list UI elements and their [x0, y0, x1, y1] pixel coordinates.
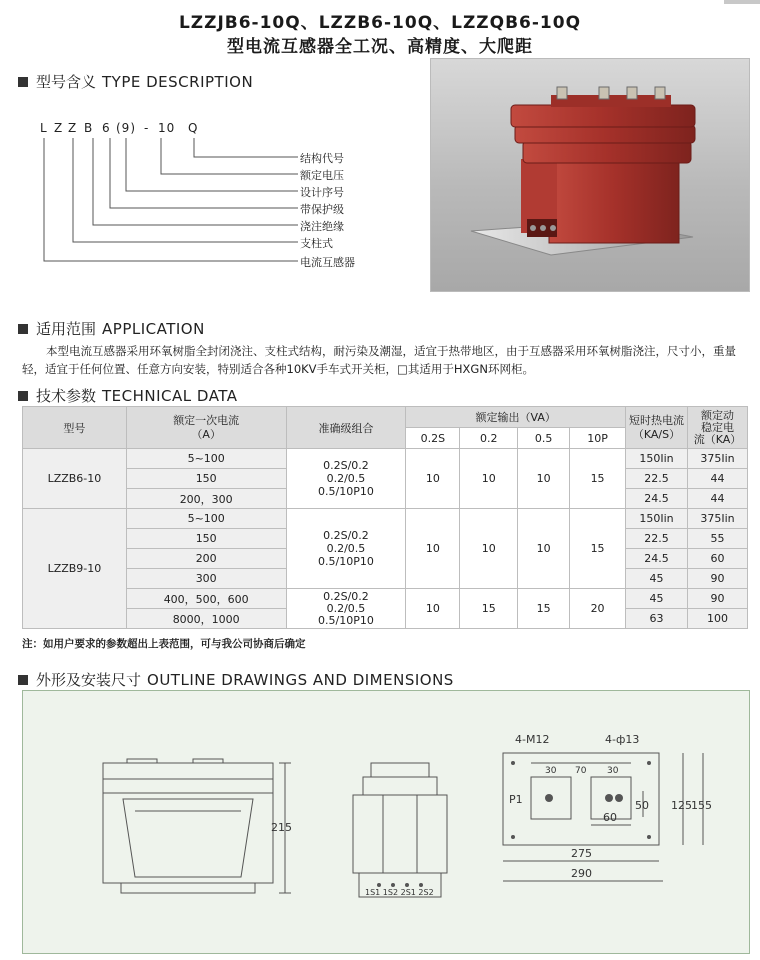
- outline-drawing-panel: [22, 690, 750, 954]
- cell-current: 8000，1000: [126, 609, 286, 629]
- cell-dynamic: 375Iin: [687, 449, 747, 469]
- top-corner-bar: [724, 0, 760, 4]
- cell-output: 15: [570, 449, 626, 509]
- cell-thermal: 24.5: [626, 549, 688, 569]
- cell-current: 200: [126, 549, 286, 569]
- cell-thermal: 150Iin: [626, 449, 688, 469]
- cell-dynamic: 90: [687, 589, 747, 609]
- cell-thermal: 22.5: [626, 469, 688, 489]
- cell-thermal: 45: [626, 589, 688, 609]
- cell-thermal: 45: [626, 569, 688, 589]
- header-output-col: 0.2S: [406, 428, 460, 449]
- product-photo: [430, 58, 750, 292]
- section-title-en: TYPE DESCRIPTION: [102, 72, 254, 91]
- section-title-en: APPLICATION: [102, 319, 205, 338]
- cell-current: 150: [126, 529, 286, 549]
- section-square-icon: [18, 77, 28, 87]
- cell-dynamic: 100: [687, 609, 747, 629]
- table-row: [23, 449, 748, 469]
- technical-data-table: [22, 406, 748, 629]
- cell-accuracy: 0.2S/0.2 0.2/0.5 0.5/10P10: [286, 449, 406, 509]
- dim-275: 275: [571, 847, 592, 860]
- code-char: Z: [68, 121, 78, 135]
- section-square-icon: [18, 391, 28, 401]
- cell-output: 15: [460, 589, 518, 629]
- section-type-description: [18, 71, 253, 92]
- cell-output: 10: [406, 509, 460, 589]
- legend-item: 额定电压: [300, 169, 344, 182]
- code-char: -: [144, 121, 150, 135]
- dim-70: 70: [575, 766, 587, 776]
- cell-output: 15: [518, 589, 570, 629]
- cell-accuracy: 0.2S/0.2 0.2/0.5 0.5/10P10: [286, 509, 406, 589]
- page-subtitle: 型电流互感器全工况、高精度、大爬距: [227, 37, 533, 57]
- cell-dynamic: 44: [687, 469, 747, 489]
- cell-current: 200，300: [126, 489, 286, 509]
- legend-item: 结构代号: [300, 152, 344, 165]
- dim-phi13: 4-ф13: [605, 733, 640, 746]
- cell-accuracy: 0.2S/0.2 0.2/0.5 0.5/10P10: [286, 589, 406, 629]
- header-accuracy: 准确级组合: [286, 407, 406, 449]
- terminal-labels: 1S1 1S2 2S1 2S2: [365, 888, 434, 897]
- table-note: 注：如用户要求的参数超出上表范围，可与我公司协商后确定: [22, 638, 306, 650]
- header-output-col: 0.5: [518, 428, 570, 449]
- table-row: [23, 509, 748, 529]
- cell-thermal: 22.5: [626, 529, 688, 549]
- cell-current: 150: [126, 469, 286, 489]
- cell-dynamic: 375Iin: [687, 509, 747, 529]
- dim-p1: P1: [509, 793, 523, 806]
- header-output-col: 0.2: [460, 428, 518, 449]
- section-title-cn: 外形及安装尺寸: [36, 671, 142, 689]
- legend-item: 电流互感器: [300, 256, 355, 269]
- cell-thermal: 150Iin: [626, 509, 688, 529]
- cell-output: 10: [460, 509, 518, 589]
- cell-output: 20: [570, 589, 626, 629]
- section-outline: [18, 669, 454, 690]
- dim-215: 215: [271, 821, 292, 834]
- section-title-cn: 适用范围: [36, 320, 97, 338]
- legend-item: 浇注绝缘: [300, 220, 344, 233]
- dim-155: 155: [691, 799, 712, 812]
- outline-drawing: [23, 691, 749, 953]
- code-char: L: [40, 121, 48, 135]
- cell-model: LZZB9-10: [23, 509, 127, 629]
- section-title-cn: 技术参数: [36, 387, 97, 405]
- cell-output: 15: [570, 509, 626, 589]
- legend-item: 带保护级: [300, 203, 344, 216]
- cell-current: 300: [126, 569, 286, 589]
- page-title: LZZJB6-10Q、LZZB6-10Q、LZZQB6-10Q: [178, 13, 582, 33]
- header-output: 额定输出（VA）: [406, 407, 626, 428]
- section-technical-data: [18, 385, 238, 406]
- cell-output: 10: [406, 589, 460, 629]
- code-char: Q: [188, 121, 199, 135]
- section-application: [18, 318, 205, 339]
- dim-290: 290: [571, 867, 592, 880]
- header-thermal: 短时热电流 （KA/S）: [626, 407, 688, 449]
- section-square-icon: [18, 324, 28, 334]
- cell-model: LZZB6-10: [23, 449, 127, 509]
- cell-dynamic: 55: [687, 529, 747, 549]
- cell-output: 10: [518, 509, 570, 589]
- cell-output: 10: [406, 449, 460, 509]
- dim-125: 125: [671, 799, 692, 812]
- code-char: 6: [102, 121, 111, 135]
- dim-30a: 30: [545, 766, 557, 776]
- header-current: 额定一次电流 （A）: [126, 407, 286, 449]
- application-text: 本型电流互感器采用环氧树脂全封闭浇注、支柱式结构，耐污染及潮湿，适宜于热带地区，由于互感器采用环氧树脂浇注，尺寸小，重量轻，适宜于任何位置、任意方向安装，特别适合各种10KV手车式开关柜，□其适用于HXGN环网柜。: [22, 344, 736, 376]
- cell-dynamic: 90: [687, 569, 747, 589]
- cell-thermal: 63: [626, 609, 688, 629]
- dim-30b: 30: [607, 766, 619, 776]
- cell-output: 10: [518, 449, 570, 509]
- cell-thermal: 24.5: [626, 489, 688, 509]
- code-char: 10: [158, 121, 176, 135]
- section-title-en: OUTLINE DRAWINGS AND DIMENSIONS: [147, 670, 454, 689]
- type-code-leader-lines: [30, 136, 300, 270]
- cell-dynamic: 44: [687, 489, 747, 509]
- dim-60: 60: [603, 811, 617, 824]
- section-square-icon: [18, 675, 28, 685]
- dim-50: 50: [635, 799, 649, 812]
- cell-current: 400，500，600: [126, 589, 286, 609]
- section-title-en: TECHNICAL DATA: [102, 386, 238, 405]
- code-char: Z: [54, 121, 64, 135]
- cell-dynamic: 60: [687, 549, 747, 569]
- cell-current: 5~100: [126, 449, 286, 469]
- header-model: 型号: [23, 407, 127, 449]
- legend-item: 支柱式: [300, 237, 333, 250]
- cell-current: 5~100: [126, 509, 286, 529]
- code-char: (9): [116, 121, 136, 135]
- section-title-cn: 型号含义: [36, 73, 97, 91]
- dim-m12: 4-M12: [515, 733, 550, 746]
- legend-item: 设计序号: [300, 186, 344, 199]
- header-dynamic: 额定动 稳定电 流（KA）: [687, 407, 747, 449]
- cell-output: 10: [460, 449, 518, 509]
- header-output-col: 10P: [570, 428, 626, 449]
- table-row: [23, 589, 748, 609]
- code-char: B: [84, 121, 94, 135]
